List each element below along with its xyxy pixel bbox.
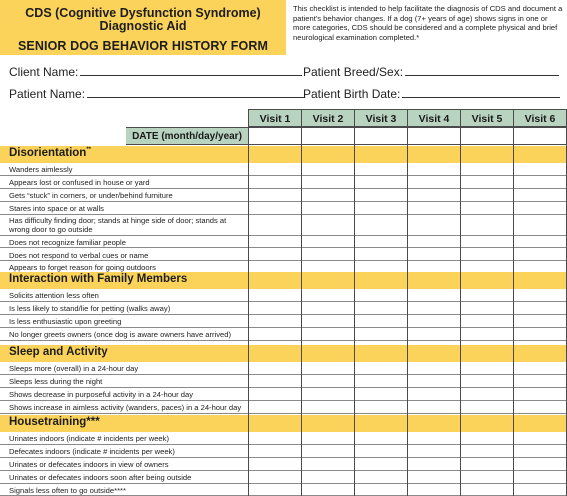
- grid-line: [301, 127, 302, 496]
- client-name-label: Client Name:: [9, 65, 79, 79]
- form-title-line2: Diagnostic Aid: [99, 19, 187, 33]
- visit-header-5: Visit 5: [460, 109, 514, 127]
- behavior-label: Wanders aimlessly: [9, 165, 73, 174]
- form-title-box: [0, 0, 286, 55]
- behavior-label: Urinates or defecates indoors in view of owners: [9, 459, 169, 469]
- behavior-label: No longer greets owners (once dog is aware owners have arrived): [9, 329, 232, 339]
- section-title: Interaction with Family Members: [9, 273, 188, 285]
- behavior-label: Urinates or defecates indoors soon after being outside: [9, 472, 192, 482]
- form-title-line3: SENIOR DOG BEHAVIOR HISTORY FORM: [18, 39, 268, 53]
- section-title: Sleep and Activity: [9, 346, 108, 358]
- behavior-label: Solicits attention less often: [9, 291, 99, 300]
- section-title: Disorientation**: [9, 147, 91, 159]
- visit-header-6: Visit 6: [513, 109, 567, 127]
- behavior-label: Gets “stuck” in corners, or under/behind furniture: [9, 190, 173, 200]
- patient-birth-date-line[interactable]: [402, 86, 560, 98]
- grid-line: [354, 127, 355, 496]
- patient-birth-date-label: Patient Birth Date:: [303, 87, 401, 101]
- grid-line: [460, 127, 461, 496]
- patient-breed-sex-label: Patient Breed/Sex:: [303, 65, 404, 79]
- form-header: [0, 0, 567, 56]
- section-title: Housetraining***: [9, 416, 100, 428]
- behavior-label: Defecates indoors (indicate # incidents per week): [9, 446, 175, 456]
- patient-birth-date-field[interactable]: [303, 86, 560, 101]
- section-footnote-mark: **: [86, 147, 91, 154]
- behavior-label: Appears lost or confused in house or yard: [9, 177, 150, 187]
- intro-text: This checklist is intended to help facilitate the diagnosis of CDS and document a patient's behavior changes. If a dog (7+ years of age) shows signs in one or more categories, CDS should be considered and a complete physical and brief neurological examination completed.*: [293, 4, 563, 42]
- behavior-label: Does not recognize familiar people: [9, 237, 126, 247]
- client-name-line[interactable]: [80, 64, 302, 76]
- patient-breed-sex-field[interactable]: [303, 64, 559, 79]
- behavior-label: Urinates indoors (indicate # incidents per week): [9, 434, 169, 443]
- behavior-label: Is less likely to stand/lie for petting (walks away): [9, 303, 171, 313]
- form-title-line1: CDS (Cognitive Dysfunction Syndrome): [25, 6, 261, 20]
- visit-header-2: Visit 2: [301, 109, 355, 127]
- behavior-label: Does not respond to verbal cues or name: [9, 250, 149, 260]
- behavior-label: Signals less often to go outside****: [9, 485, 126, 495]
- visit-header-3: Visit 3: [354, 109, 408, 127]
- behavior-label: Sleeps more (overall) in a 24-hour day: [9, 364, 139, 373]
- behavior-label: Is less enthusiastic upon greeting: [9, 316, 122, 326]
- visit-header-1: Visit 1: [248, 109, 302, 127]
- behavior-label: Shows decrease in purposeful activity in a 24-hour day: [9, 389, 194, 399]
- patient-breed-sex-line[interactable]: [405, 64, 559, 76]
- behavior-label: Shows increase in aimless activity (wanders, paces) in a 24-hour day: [9, 402, 242, 412]
- visit-header-4: Visit 4: [407, 109, 461, 127]
- grid-line: [248, 127, 249, 496]
- patient-name-line[interactable]: [87, 86, 305, 98]
- grid-line: [407, 127, 408, 496]
- behavior-label: Appears to forget reason for going outdoors: [9, 263, 156, 273]
- behavior-label: Stares into space or at walls: [9, 203, 104, 213]
- patient-name-field[interactable]: [9, 86, 305, 101]
- behavior-label: Has difficulty finding door; stands at hinge side of door; stands at wrong door to go outside: [9, 215, 227, 234]
- date-row-label: DATE (month/day/year): [126, 127, 248, 145]
- client-name-field[interactable]: [9, 64, 302, 79]
- patient-name-label: Patient Name:: [9, 87, 86, 101]
- visit-grid: [248, 127, 567, 496]
- grid-line: [513, 127, 514, 496]
- behavior-label: Sleeps less during the night: [9, 376, 103, 386]
